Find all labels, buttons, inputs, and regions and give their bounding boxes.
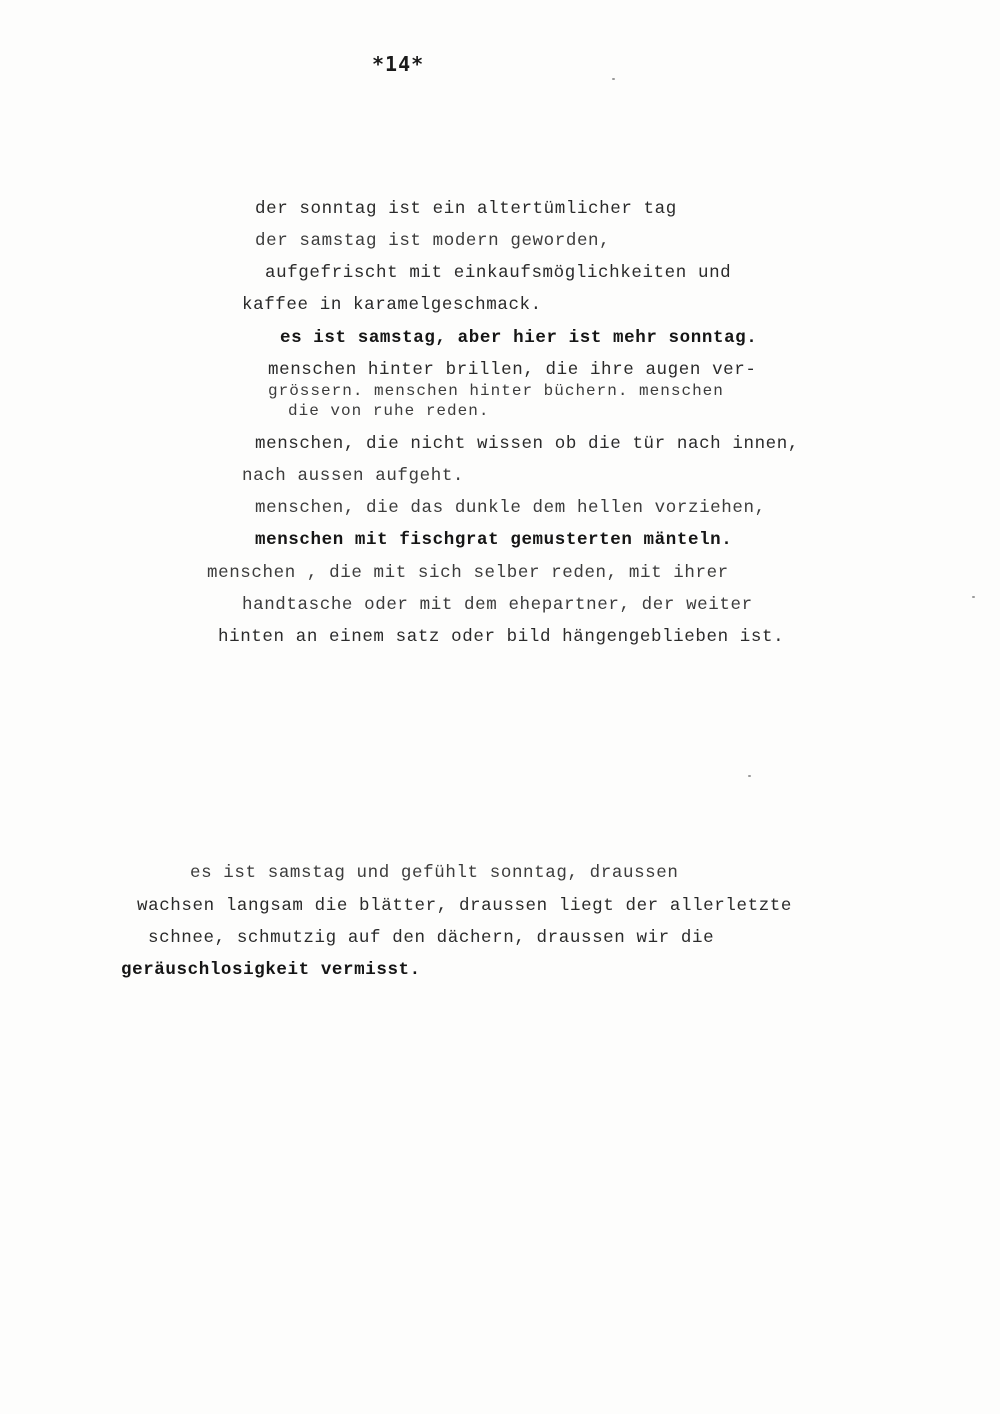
poem-line: menschen , die mit sich selber reden, mit ihrer: [207, 563, 729, 583]
poem-line: menschen, die nicht wissen ob die tür nach innen,: [255, 434, 799, 454]
poem-line: hinten an einem satz oder bild hängengeblieben ist.: [218, 627, 785, 647]
poem-line: die von ruhe reden.: [288, 402, 490, 420]
paper-speck: [972, 596, 975, 598]
poem-line: aufgefrischt mit einkaufsmöglichkeiten und: [265, 263, 732, 283]
poem-line: geräuschlosigkeit vermisst.: [121, 960, 421, 980]
poem-line: grössern. menschen hinter büchern. menschen: [268, 382, 724, 400]
poem-line: handtasche oder mit dem ehepartner, der weiter: [242, 595, 753, 615]
poem-line: menschen hinter brillen, die ihre augen ver-: [268, 360, 757, 380]
poem-line: kaffee in karamelgeschmack.: [242, 295, 542, 315]
paper-speck: [748, 775, 751, 777]
poem-line: menschen mit fischgrat gemusterten mänteln.: [255, 530, 733, 550]
poem-line: wachsen langsam die blätter, draussen liegt der allerletzte: [137, 896, 793, 916]
poem-line: menschen, die das dunkle dem hellen vorziehen,: [255, 498, 766, 518]
poem-line: nach aussen aufgeht.: [242, 466, 465, 486]
poem-line: es ist samstag und gefühlt sonntag, draussen: [190, 863, 679, 883]
poem-line: der sonntag ist ein altertümlicher tag: [255, 199, 677, 219]
page-number: *14*: [372, 52, 425, 76]
poem-line: es ist samstag, aber hier ist mehr sonntag.: [280, 328, 758, 348]
paper-speck: [612, 78, 615, 80]
poem-line: der samstag ist modern geworden,: [255, 231, 611, 251]
poem-line: schnee, schmutzig auf den dächern, draussen wir die: [148, 928, 715, 948]
